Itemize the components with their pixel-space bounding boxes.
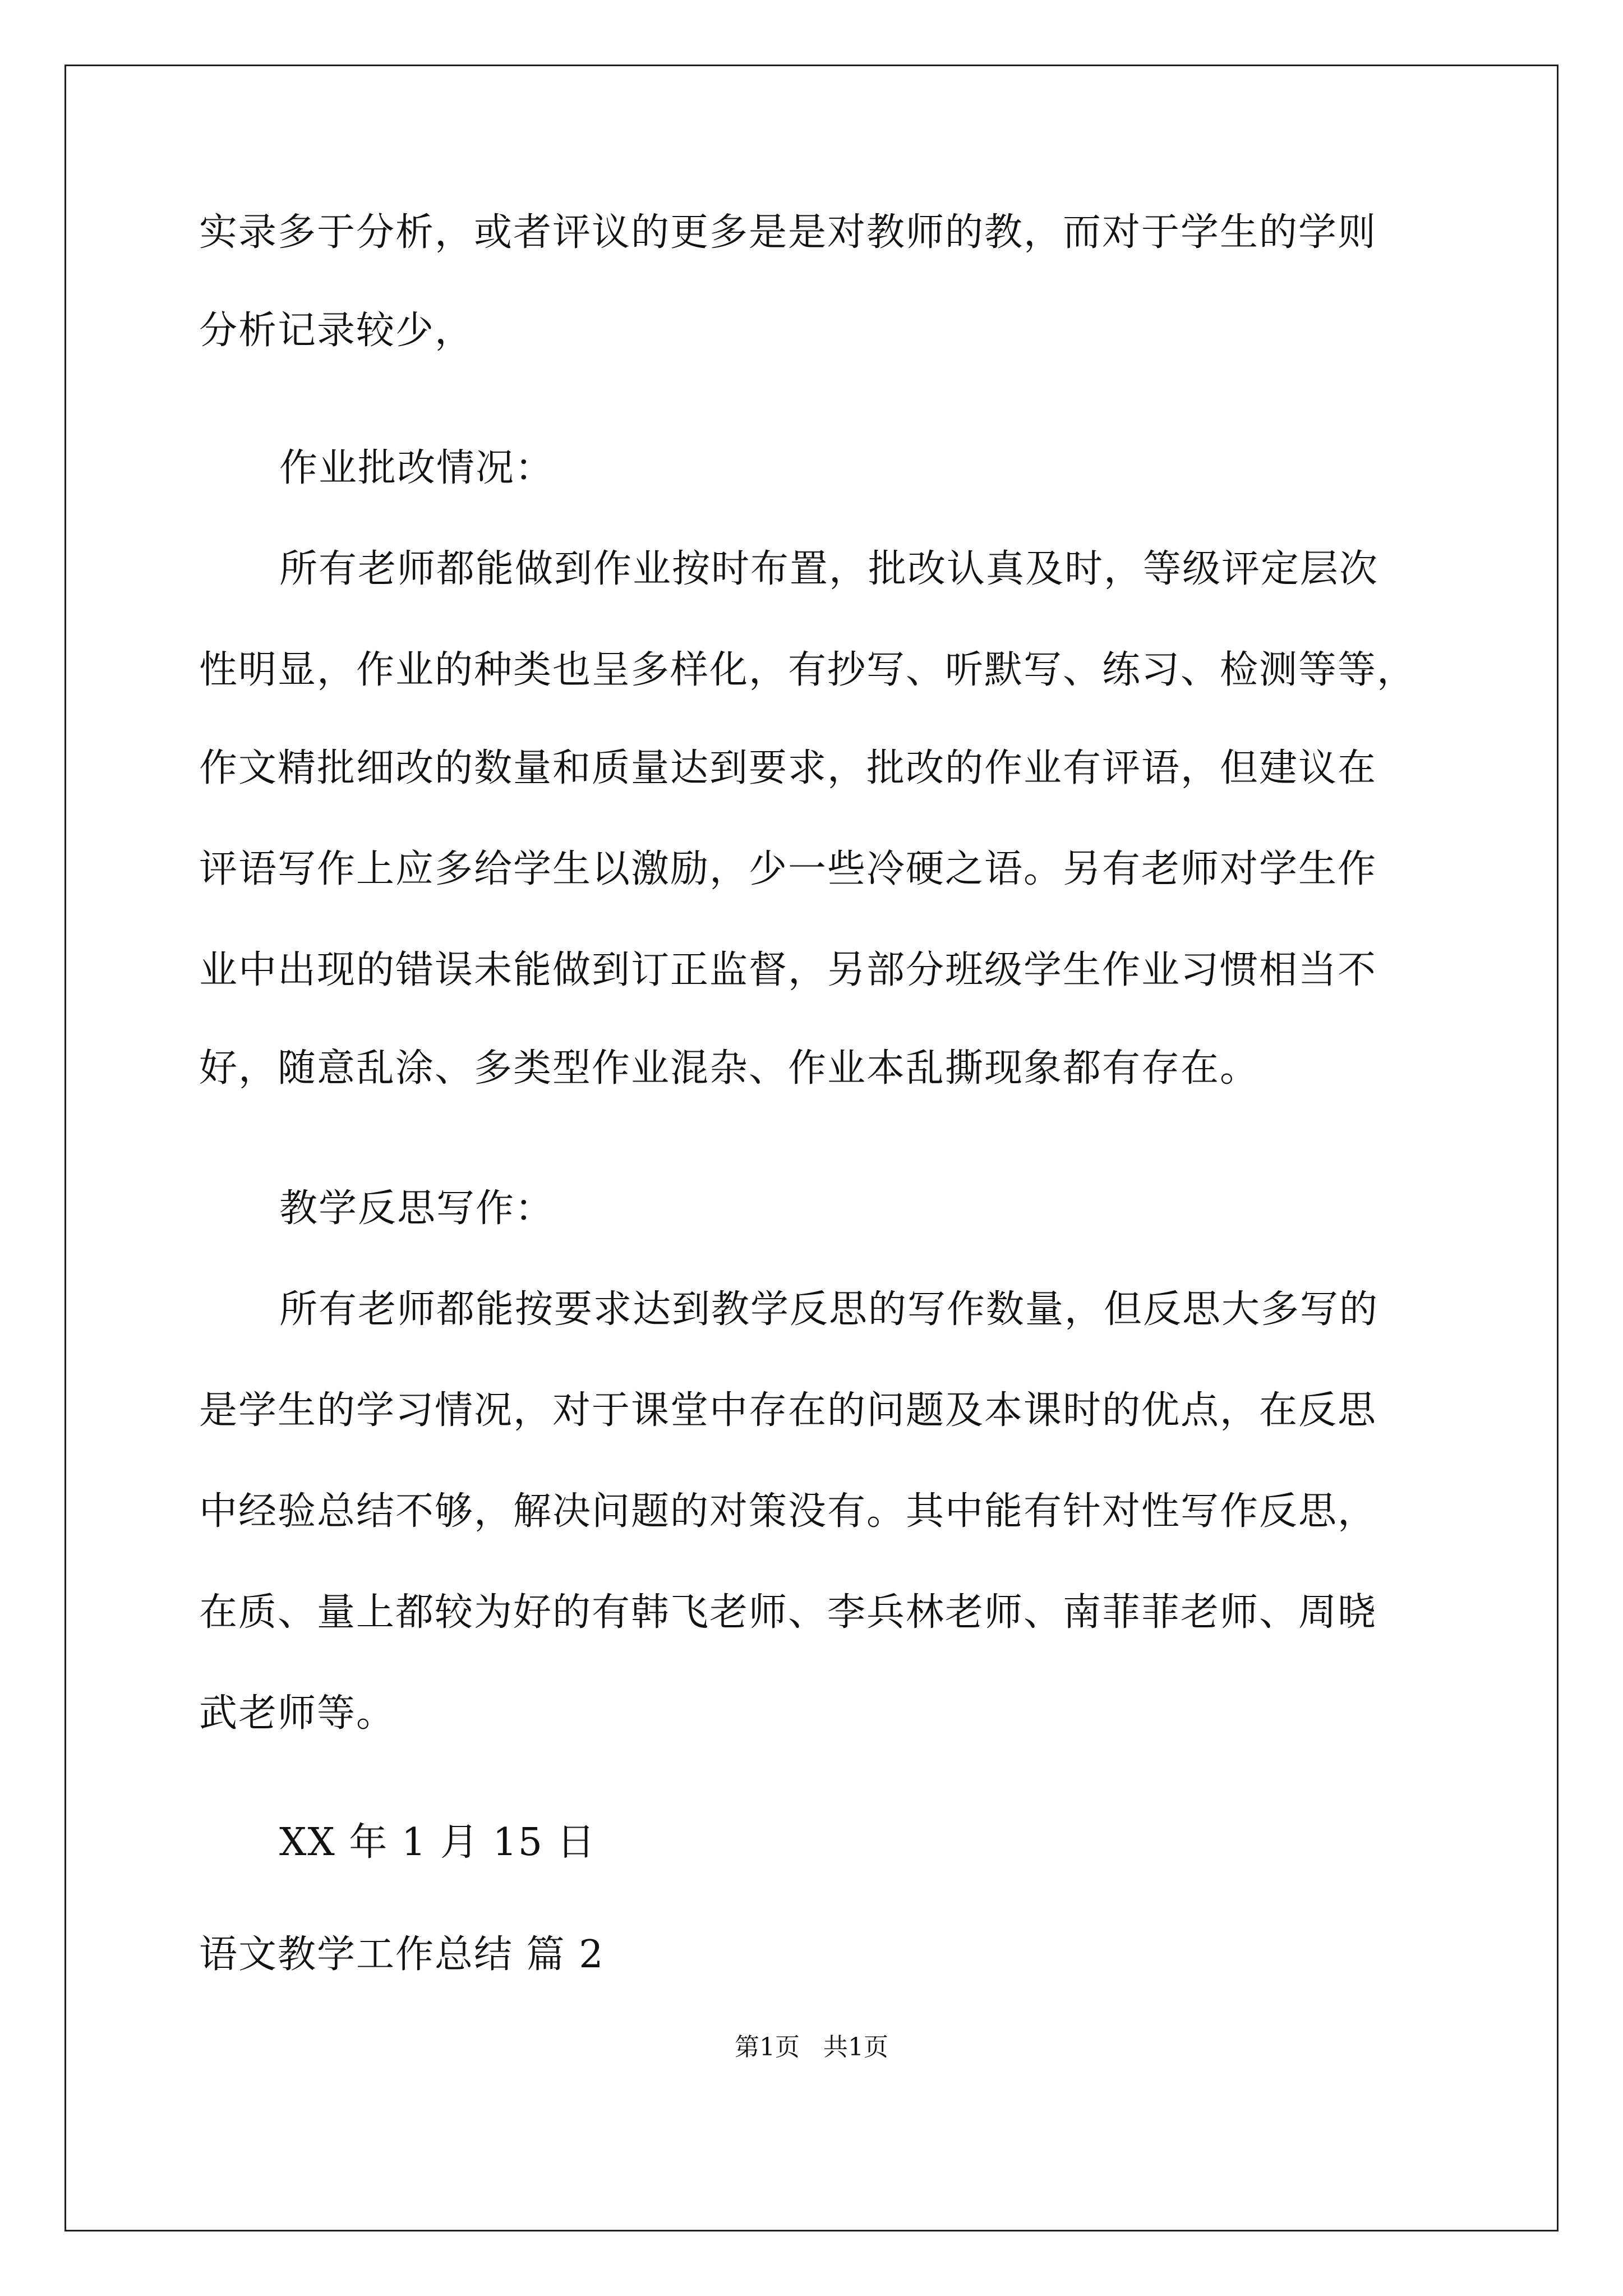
body-text-line: 分析记录较少， <box>199 309 474 353</box>
body-text-line: 所有老师都能做到作业按时布置，批改认真及时，等级评定层次 <box>279 547 1379 591</box>
body-text-line: 作文精批细改的数量和质量达到要求，批改的作业有评语，但建议在 <box>199 746 1377 790</box>
body-text-line: 武老师等。 <box>199 1691 396 1736</box>
section-heading-homework: 作业批改情况： <box>279 446 555 490</box>
body-text-line: 是学生的学习情况，对于课堂中存在的问题及本课时的优点，在反思 <box>199 1388 1377 1433</box>
body-text-line: 好，随意乱涂、多类型作业混杂、作业本乱撕现象都有存在。 <box>199 1046 1260 1091</box>
body-text-line: 所有老师都能按要求达到教学反思的写作数量，但反思大多写的 <box>279 1287 1379 1332</box>
section-heading-reflection: 教学反思写作： <box>279 1186 555 1231</box>
body-text-line: 中经验总结不够，解决问题的对策没有。其中能有针对性写作反思， <box>199 1489 1377 1534</box>
date-line: XX 年 1 月 15 日 <box>279 1820 596 1865</box>
body-text-line: 评语写作上应多给学生以激励，少一些冷硬之语。另有老师对学生作 <box>199 847 1377 891</box>
page-border <box>64 65 1559 2231</box>
body-text-line: 业中出现的错误未能做到订正监督，另部分班级学生作业习惯相当不 <box>199 948 1377 992</box>
section-title: 语文教学工作总结 篇 2 <box>199 1932 605 1977</box>
page-footer: 第1页 共1页 <box>735 2033 888 2062</box>
body-text-line: 在质、量上都较为好的有韩飞老师、李兵林老师、南菲菲老师、周晓 <box>199 1590 1377 1635</box>
body-text-line: 性明显，作业的种类也呈多样化，有抄写、听默写、练习、检测等等， <box>199 648 1417 692</box>
body-text-line: 实录多于分析，或者评议的更多是是对教师的教，而对于学生的学则 <box>199 210 1377 255</box>
